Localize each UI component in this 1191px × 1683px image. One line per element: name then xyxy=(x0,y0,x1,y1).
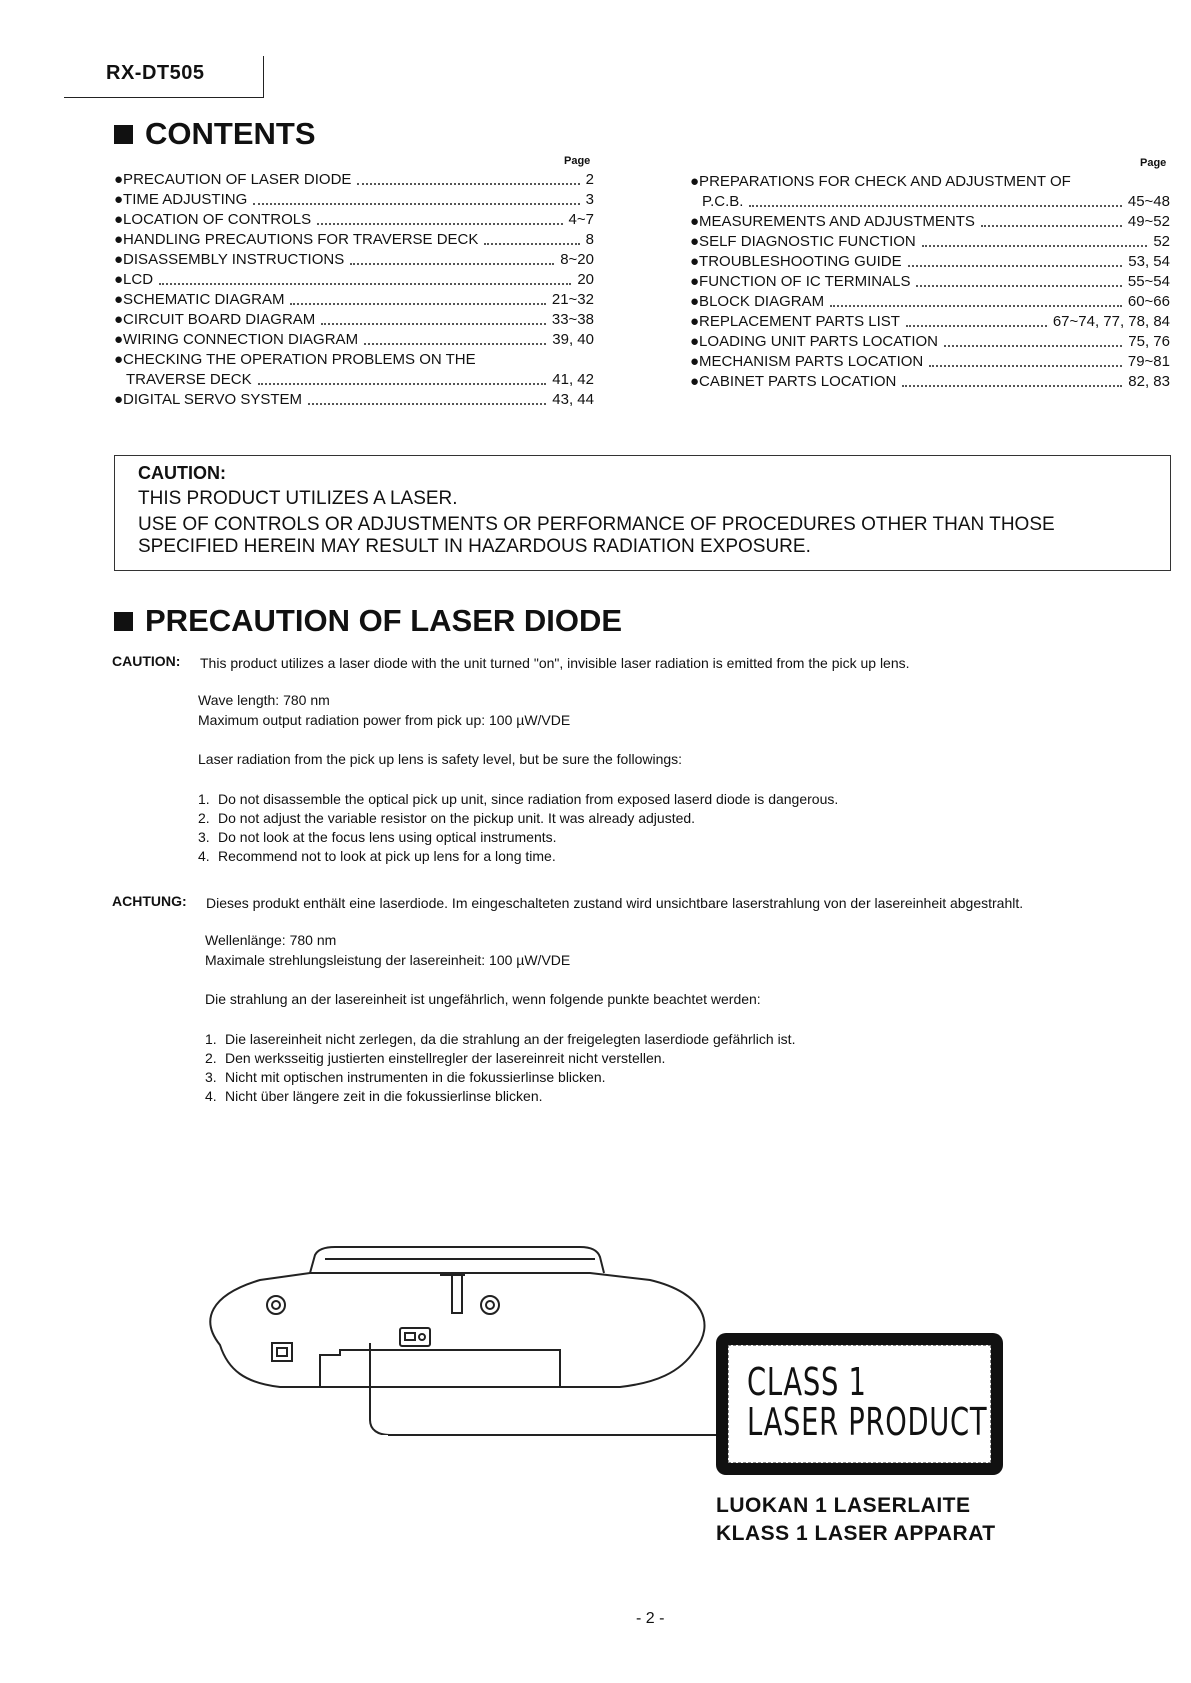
toc-entry: ●BLOCK DIAGRAM 60~66 xyxy=(690,293,1170,310)
toc-entry: ●MECHANISM PARTS LOCATION 79~81 xyxy=(690,353,1170,370)
label-laser-product-text: LASER PRODUCT xyxy=(747,1400,988,1444)
toc-entry: TRAVERSE DECK 41, 42 xyxy=(126,371,594,388)
toc-left-column xyxy=(114,170,594,410)
unit-rear-illustration xyxy=(200,1225,730,1435)
caution-box-line: SPECIFIED HEREIN MAY RESULT IN HAZARDOUS RADIATION EXPOSURE. xyxy=(138,536,811,557)
toc-entry: ●PRECAUTION OF LASER DIODE 2 xyxy=(114,171,594,188)
output-power-text: Maximum output radiation power from pick up: 100 µW/VDE xyxy=(198,712,571,728)
toc-page-header-right: Page xyxy=(1140,157,1167,169)
toc-entry: ●REPLACEMENT PARTS LIST 67~74, 77, 78, 84 xyxy=(690,313,1170,330)
toc-page-header-left: Page xyxy=(564,155,591,167)
toc-entry: ●SCHEMATIC DIAGRAM 21~32 xyxy=(114,291,594,308)
precaution-title: PRECAUTION OF LASER DIODE xyxy=(114,603,622,639)
class1-laser-label xyxy=(716,1333,1003,1475)
caution-label: CAUTION: xyxy=(112,653,181,669)
wavelength-text: Wave length: 780 nm xyxy=(198,692,330,708)
square-bullet-icon xyxy=(114,125,133,144)
achtung-label: ACHTUNG: xyxy=(112,893,187,909)
page-number: - 2 - xyxy=(636,1610,665,1627)
toc-entry: ●LCD 20 xyxy=(114,271,594,288)
callout-line xyxy=(388,1434,720,1436)
toc-entry: ●TIME ADJUSTING 3 xyxy=(114,191,594,208)
square-bullet-icon xyxy=(114,612,133,631)
caution-box-line: USE OF CONTROLS OR ADJUSTMENTS OR PERFORMANCE OF PROCEDURES OTHER THAN THOSE xyxy=(138,514,1055,535)
safety-text-de: Die strahlung an der lasereinheit ist ungefährlich, wenn folgende punkte beachtet werden: xyxy=(205,991,761,1007)
toc-entry: ●WIRING CONNECTION DIAGRAM 39, 40 xyxy=(114,331,594,348)
model-number: RX-DT505 xyxy=(106,62,205,84)
toc-entry: ●CIRCUIT BOARD DIAGRAM 33~38 xyxy=(114,311,594,328)
safety-text: Laser radiation from the pick up lens is safety level, but be sure the followings: xyxy=(198,751,683,767)
contents-title: CONTENTS xyxy=(114,116,316,152)
list-item: 3. Do not look at the focus lens using optical instruments. xyxy=(198,829,557,845)
toc-entry: ●CABINET PARTS LOCATION 82, 83 xyxy=(690,373,1170,390)
list-item: 4. Nicht über längere zeit in die fokussierlinse blicken. xyxy=(205,1088,543,1104)
caution-box-line: THIS PRODUCT UTILIZES A LASER. xyxy=(138,488,458,509)
toc-entry: ●PREPARATIONS FOR CHECK AND ADJUSTMENT OF xyxy=(690,173,1071,190)
toc-entry: ●LOCATION OF CONTROLS 4~7 xyxy=(114,211,594,228)
list-item: 4. Recommend not to look at pick up lens for a long time. xyxy=(198,848,556,864)
toc-entry: ●HANDLING PRECAUTIONS FOR TRAVERSE DECK 8 xyxy=(114,231,594,248)
toc-right-column xyxy=(690,172,1170,392)
caution-box-title: CAUTION: xyxy=(138,463,226,483)
caution-intro: This product utilizes a laser diode with the unit turned "on", invisible laser radiation is emitted from the pick up lens. xyxy=(200,655,910,671)
achtung-intro: Dieses produkt enthält eine laserdiode. Im eingeschalteten zustand wird unsichtbare laserstrahlung von der lasereinheit abgestrahlt. xyxy=(206,895,1024,911)
list-item: 1. Die lasereinheit nicht zerlegen, da die strahlung an der freigelegten laserdiode gefährlich ist. xyxy=(205,1031,796,1047)
toc-entry: ●SELF DIAGNOSTIC FUNCTION 52 xyxy=(690,233,1170,250)
toc-entry: ●MEASUREMENTS AND ADJUSTMENTS 49~52 xyxy=(690,213,1170,230)
wavelength-text-de: Wellenlänge: 780 nm xyxy=(205,932,337,948)
toc-entry: P.C.B. 45~48 xyxy=(702,193,1170,210)
label-caption-finnish: LUOKAN 1 LASERLAITE xyxy=(716,1494,971,1517)
output-power-text-de: Maximale strehlungsleistung der lasereinheit: 100 µW/VDE xyxy=(205,952,571,968)
list-item: 2. Den werksseitig justierten einstellregler der lasereinreit nicht verstellen. xyxy=(205,1050,666,1066)
header-rule xyxy=(64,97,264,98)
list-item: 2. Do not adjust the variable resistor on the pickup unit. It was already adjusted. xyxy=(198,810,696,826)
list-item: 3. Nicht mit optischen instrumenten in die fokussierlinse blicken. xyxy=(205,1069,606,1085)
toc-entry: ●DIGITAL SERVO SYSTEM 43, 44 xyxy=(114,391,594,408)
list-item: 1. Do not disassemble the optical pick up unit, since radiation from exposed laserd diode is dangerous. xyxy=(198,791,839,807)
header-rule-vertical xyxy=(263,56,264,98)
toc-entry: ●LOADING UNIT PARTS LOCATION 75, 76 xyxy=(690,333,1170,350)
toc-entry: ●TROUBLESHOOTING GUIDE 53, 54 xyxy=(690,253,1170,270)
toc-entry: ●FUNCTION OF IC TERMINALS 55~54 xyxy=(690,273,1170,290)
toc-entry: ●CHECKING THE OPERATION PROBLEMS ON THE xyxy=(114,351,476,368)
label-caption-swedish: KLASS 1 LASER APPARAT xyxy=(716,1522,996,1545)
toc-entry: ●DISASSEMBLY INSTRUCTIONS 8~20 xyxy=(114,251,594,268)
label-class1-text: CLASS 1 xyxy=(747,1360,867,1404)
